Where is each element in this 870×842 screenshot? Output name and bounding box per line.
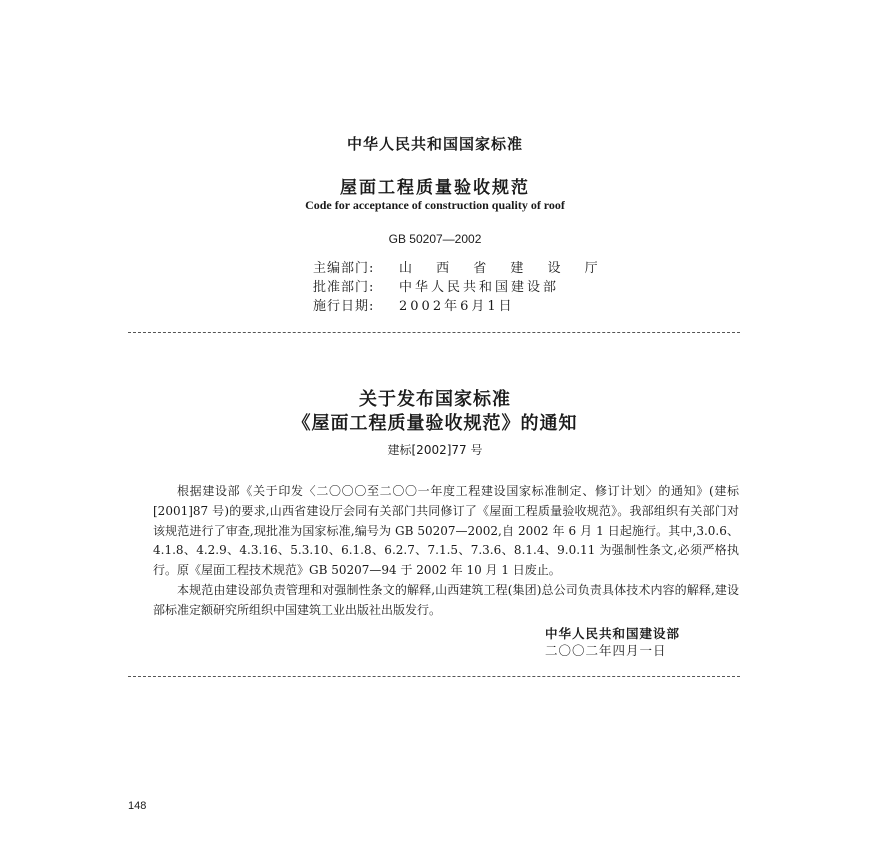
national-standard-heading: 中华人民共和国国家标准 [346,135,523,153]
notice-signer: 中华人民共和国建设部 [545,626,681,641]
notice-doc-number: 建标[2002]77 号 [387,443,483,457]
standard-title-en: Code for acceptance of construction quality of roof [305,198,565,212]
standard-code: GB 50207—2002 [388,232,482,246]
info-row-editor [313,259,608,278]
info-value: 中华人民共和国建设部 [399,280,560,295]
info-row-approver [313,278,559,297]
info-key: 主编部门: [313,261,375,276]
notice-date: 二〇〇二年四月一日 [545,643,667,658]
info-value: 2002年6月1日 [399,299,515,314]
page-number: 148 [128,800,147,812]
notice-title-line1: 关于发布国家标准 [359,389,511,410]
info-row-effective-date [313,297,515,316]
divider-bottom [128,676,740,677]
info-key: 批准部门: [313,280,375,295]
notice-body [153,482,739,621]
notice-paragraph-2: 本规范由建设部负责管理和对强制性条文的解释,山西建筑工程(集团)总公司负责具体技术内容的解释,建设部标准定额研究所组织中国建筑工业出版社出版发行。 [153,582,739,617]
info-key: 施行日期: [313,299,375,314]
divider-top [128,332,740,333]
notice-title-line2: 《屋面工程质量验收规范》的通知 [292,413,578,434]
notice-paragraph-1: 根据建设部《关于印发〈二〇〇〇至二〇〇一年度工程建设国家标准制定、修订计划〉的通知》(建标[2001]87 号)的要求,山西省建设厅会同有关部门共同修订了《屋面工程质量验收规范》。我部组织有关部门对该规范进行了审查,现批准为国家标准,编号为 GB 50207—2002,自 2002 年 6 月 1 日起施行。其中,3.0.6、4.1.8、4.2.9、4.3.16、5.3.10、6.1.8、6.2.7、7.1.5、7.3.6、8.1.4、9.0.11 为强制性条文,必须严格执行。原《屋面工程技术规范》GB 50207—94 于 2002 年 10 月 1 日废止。 [153,484,739,578]
standard-title-cn: 屋面工程质量验收规范 [340,178,530,198]
info-value: 山 西 省 建 设 厅 [399,261,608,276]
